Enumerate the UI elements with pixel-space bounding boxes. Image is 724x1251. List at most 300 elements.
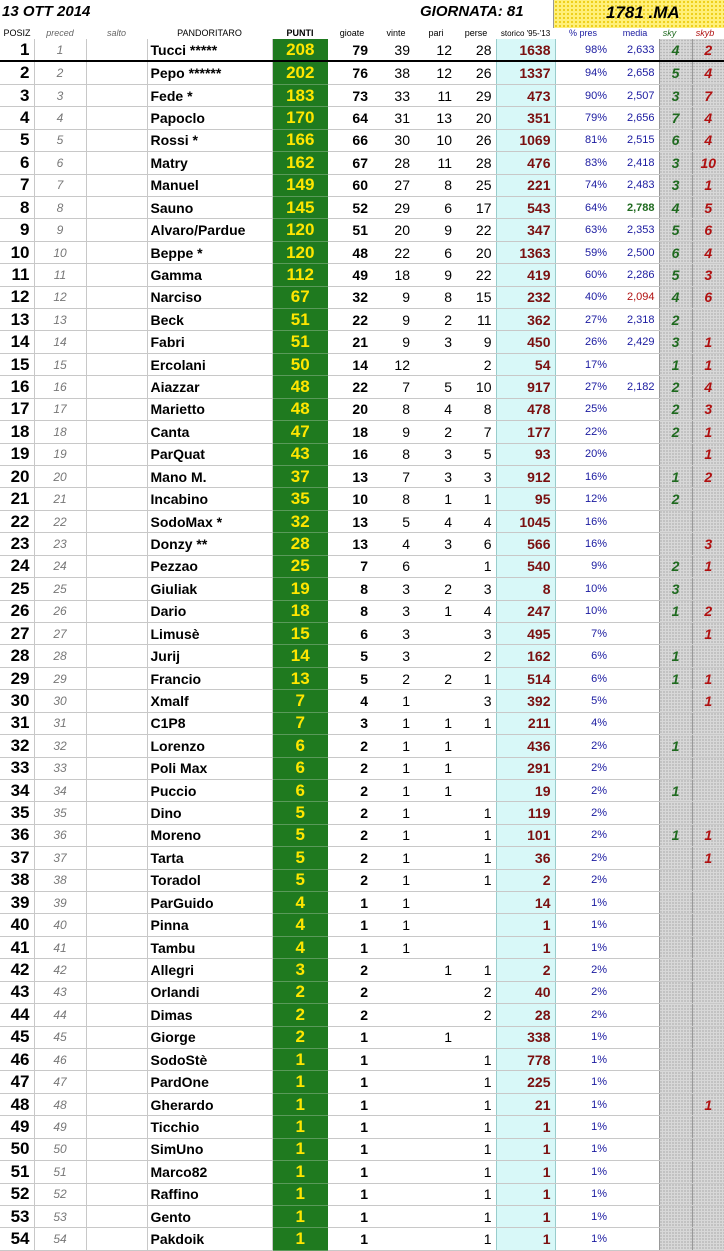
previous-position-cell: 21 (34, 488, 86, 510)
position-cell: 12 (0, 286, 34, 308)
historic-cell: 1 (496, 1228, 555, 1250)
sky-cell: 5 (659, 61, 692, 84)
jump-cell (86, 555, 147, 577)
table-row (0, 533, 724, 555)
average-cell (611, 757, 659, 779)
player-name-cell: SodoMax * (147, 510, 272, 532)
player-name-cell: Allegri (147, 959, 272, 981)
played-cell: 2 (328, 824, 376, 846)
position-cell: 51 (0, 1161, 34, 1183)
jump-cell (86, 1228, 147, 1250)
lost-cell: 15 (456, 286, 496, 308)
table-row (0, 869, 724, 891)
position-cell: 41 (0, 936, 34, 958)
drawn-cell (416, 981, 456, 1003)
previous-position-cell: 7 (34, 174, 86, 196)
previous-position-cell: 37 (34, 847, 86, 869)
previous-position-cell: 1 (34, 39, 86, 61)
jump-cell (86, 219, 147, 241)
played-cell: 22 (328, 376, 376, 398)
drawn-cell (416, 824, 456, 846)
played-cell: 18 (328, 421, 376, 443)
sky-cell: 4 (659, 196, 692, 218)
lost-cell (456, 892, 496, 914)
average-cell: 2,658 (611, 61, 659, 84)
position-cell: 22 (0, 510, 34, 532)
lost-cell: 1 (456, 1161, 496, 1183)
played-cell: 4 (328, 690, 376, 712)
average-cell: 2,656 (611, 107, 659, 129)
average-cell: 2,286 (611, 264, 659, 286)
won-cell: 1 (376, 779, 416, 801)
skyb-cell (692, 1004, 724, 1026)
points-cell: 48 (272, 398, 328, 420)
sky-cell: 7 (659, 107, 692, 129)
lost-cell: 20 (456, 107, 496, 129)
won-cell: 8 (376, 488, 416, 510)
skyb-cell: 4 (692, 129, 724, 151)
table-row (0, 1183, 724, 1205)
jump-cell (86, 779, 147, 801)
lost-cell: 9 (456, 331, 496, 353)
presence-cell: 1% (555, 936, 611, 958)
drawn-cell: 1 (416, 712, 456, 734)
historic-cell: 1337 (496, 61, 555, 84)
table-row (0, 174, 724, 196)
lost-cell: 6 (456, 533, 496, 555)
won-cell: 22 (376, 241, 416, 263)
average-cell (611, 533, 659, 555)
points-cell: 2 (272, 1026, 328, 1048)
historic-cell: 566 (496, 533, 555, 555)
won-cell (376, 959, 416, 981)
position-cell: 6 (0, 152, 34, 174)
drawn-cell: 3 (416, 533, 456, 555)
historic-cell: 95 (496, 488, 555, 510)
historic-cell: 54 (496, 353, 555, 375)
points-cell: 14 (272, 645, 328, 667)
lost-cell: 1 (456, 1116, 496, 1138)
jump-cell (86, 152, 147, 174)
points-cell: 37 (272, 466, 328, 488)
skyb-cell (692, 1116, 724, 1138)
historic-cell: 40 (496, 981, 555, 1003)
points-cell: 2 (272, 1004, 328, 1026)
lost-cell: 1 (456, 959, 496, 981)
won-cell: 7 (376, 376, 416, 398)
player-name-cell: Narciso (147, 286, 272, 308)
player-name-cell: Dimas (147, 1004, 272, 1026)
won-cell: 3 (376, 645, 416, 667)
table-row (0, 84, 724, 106)
won-cell: 1 (376, 824, 416, 846)
historic-cell: 291 (496, 757, 555, 779)
won-cell: 30 (376, 129, 416, 151)
player-name-cell: Gamma (147, 264, 272, 286)
presence-cell: 2% (555, 959, 611, 981)
lost-cell: 11 (456, 309, 496, 331)
points-cell: 1 (272, 1048, 328, 1070)
won-cell (376, 1116, 416, 1138)
played-cell: 1 (328, 1048, 376, 1070)
average-cell (611, 1161, 659, 1183)
player-name-cell: Pepo ****** (147, 61, 272, 84)
player-name-cell: Lorenzo (147, 735, 272, 757)
played-cell: 66 (328, 129, 376, 151)
presence-cell: 6% (555, 645, 611, 667)
previous-position-cell: 15 (34, 353, 86, 375)
table-row (0, 488, 724, 510)
drawn-cell: 1 (416, 1026, 456, 1048)
presence-cell: 1% (555, 1205, 611, 1227)
sky-cell (659, 1205, 692, 1227)
points-cell: 7 (272, 690, 328, 712)
previous-position-cell: 6 (34, 152, 86, 174)
presence-cell: 1% (555, 1138, 611, 1160)
player-name-cell: Gherardo (147, 1093, 272, 1115)
won-cell: 1 (376, 712, 416, 734)
won-cell: 1 (376, 914, 416, 936)
position-cell: 38 (0, 869, 34, 891)
points-cell: 1 (272, 1183, 328, 1205)
average-cell: 2,788 (611, 196, 659, 218)
skyb-cell (692, 735, 724, 757)
player-name-cell: Dario (147, 600, 272, 622)
played-cell: 79 (328, 39, 376, 61)
historic-cell: 1 (496, 914, 555, 936)
lost-cell: 28 (456, 152, 496, 174)
average-cell (611, 443, 659, 465)
sky-cell: 4 (659, 39, 692, 61)
player-name-cell: Fede * (147, 84, 272, 106)
player-name-cell: Canta (147, 421, 272, 443)
player-name-cell: Matry (147, 152, 272, 174)
skyb-cell (692, 488, 724, 510)
skyb-cell (692, 981, 724, 1003)
drawn-cell: 9 (416, 219, 456, 241)
sky-cell (659, 757, 692, 779)
jump-cell (86, 869, 147, 891)
position-cell: 37 (0, 847, 34, 869)
sky-cell: 2 (659, 488, 692, 510)
average-cell (611, 398, 659, 420)
lost-cell: 28 (456, 39, 496, 61)
lost-cell: 22 (456, 219, 496, 241)
table-row (0, 466, 724, 488)
sky-cell (659, 1071, 692, 1093)
skyb-cell (692, 1026, 724, 1048)
points-cell: 170 (272, 107, 328, 129)
previous-position-cell: 9 (34, 219, 86, 241)
jump-cell (86, 847, 147, 869)
position-cell: 1 (0, 39, 34, 61)
won-cell: 1 (376, 802, 416, 824)
player-name-cell: Toradol (147, 869, 272, 891)
previous-position-cell: 45 (34, 1026, 86, 1048)
skyb-cell (692, 578, 724, 600)
table-row (0, 129, 724, 151)
drawn-cell (416, 1138, 456, 1160)
position-cell: 16 (0, 376, 34, 398)
presence-cell: 16% (555, 466, 611, 488)
points-cell: 183 (272, 84, 328, 106)
table-row (0, 264, 724, 286)
position-cell: 25 (0, 578, 34, 600)
previous-position-cell: 42 (34, 959, 86, 981)
sky-cell: 2 (659, 309, 692, 331)
sky-cell (659, 1138, 692, 1160)
skyb-cell: 1 (692, 847, 724, 869)
presence-cell: 2% (555, 847, 611, 869)
lost-cell: 1 (456, 1183, 496, 1205)
average-cell (611, 600, 659, 622)
skyb-cell: 7 (692, 84, 724, 106)
historic-cell: 351 (496, 107, 555, 129)
average-cell (611, 914, 659, 936)
lost-cell: 8 (456, 398, 496, 420)
sky-cell (659, 1048, 692, 1070)
presence-cell: 27% (555, 309, 611, 331)
lost-cell: 3 (456, 690, 496, 712)
played-cell: 2 (328, 802, 376, 824)
header-sky: sky (662, 28, 677, 38)
table-row (0, 914, 724, 936)
historic-cell: 1045 (496, 510, 555, 532)
won-cell: 1 (376, 735, 416, 757)
average-cell: 2,318 (611, 309, 659, 331)
position-cell: 29 (0, 667, 34, 689)
average-cell (611, 645, 659, 667)
sky-cell: 6 (659, 129, 692, 151)
jump-cell (86, 174, 147, 196)
points-cell: 25 (272, 555, 328, 577)
jump-cell (86, 1116, 147, 1138)
historic-cell: 514 (496, 667, 555, 689)
historic-cell: 392 (496, 690, 555, 712)
played-cell: 1 (328, 1183, 376, 1205)
sky-cell (659, 622, 692, 644)
drawn-cell (416, 1205, 456, 1227)
position-cell: 31 (0, 712, 34, 734)
average-cell (611, 1183, 659, 1205)
position-cell: 10 (0, 241, 34, 263)
jump-cell (86, 443, 147, 465)
jump-cell (86, 757, 147, 779)
position-cell: 24 (0, 555, 34, 577)
position-cell: 42 (0, 959, 34, 981)
won-cell: 3 (376, 600, 416, 622)
table-row (0, 1138, 724, 1160)
presence-cell: 1% (555, 1071, 611, 1093)
won-cell: 12 (376, 353, 416, 375)
skyb-cell (692, 712, 724, 734)
skyb-cell (692, 869, 724, 891)
lost-cell: 3 (456, 466, 496, 488)
historic-cell: 2 (496, 959, 555, 981)
header-storico: storico '95-'13 (500, 29, 551, 38)
historic-cell: 1 (496, 1116, 555, 1138)
player-name-cell: ParGuido (147, 892, 272, 914)
points-cell: 18 (272, 600, 328, 622)
presence-cell: 2% (555, 981, 611, 1003)
jump-cell (86, 84, 147, 106)
points-cell: 2 (272, 981, 328, 1003)
jump-cell (86, 802, 147, 824)
historic-cell: 225 (496, 1071, 555, 1093)
historic-cell: 247 (496, 600, 555, 622)
player-name-cell: Xmalf (147, 690, 272, 712)
drawn-cell (416, 1228, 456, 1250)
drawn-cell (416, 936, 456, 958)
points-cell: 145 (272, 196, 328, 218)
lost-cell: 1 (456, 802, 496, 824)
previous-position-cell: 29 (34, 667, 86, 689)
lost-cell: 1 (456, 1138, 496, 1160)
sky-cell: 6 (659, 241, 692, 263)
previous-position-cell: 27 (34, 622, 86, 644)
presence-cell: 26% (555, 331, 611, 353)
played-cell: 67 (328, 152, 376, 174)
played-cell: 3 (328, 712, 376, 734)
sky-cell: 3 (659, 331, 692, 353)
skyb-cell (692, 892, 724, 914)
sky-cell (659, 1093, 692, 1115)
points-cell: 112 (272, 264, 328, 286)
position-cell: 28 (0, 645, 34, 667)
historic-cell: 450 (496, 331, 555, 353)
lost-cell: 2 (456, 353, 496, 375)
jump-cell (86, 107, 147, 129)
points-cell: 202 (272, 61, 328, 84)
skyb-cell (692, 757, 724, 779)
table-row (0, 802, 724, 824)
lost-cell (456, 914, 496, 936)
previous-position-cell: 35 (34, 802, 86, 824)
won-cell: 38 (376, 61, 416, 84)
average-cell (611, 1116, 659, 1138)
sky-cell (659, 443, 692, 465)
presence-cell: 1% (555, 914, 611, 936)
position-cell: 52 (0, 1183, 34, 1205)
lost-cell: 26 (456, 129, 496, 151)
player-name-cell: Orlandi (147, 981, 272, 1003)
presence-cell: 7% (555, 622, 611, 644)
presence-cell: 1% (555, 1026, 611, 1048)
presence-cell: 20% (555, 443, 611, 465)
average-cell: 2,483 (611, 174, 659, 196)
player-name-cell: Tarta (147, 847, 272, 869)
jump-cell (86, 1093, 147, 1115)
player-name-cell: Aiazzar (147, 376, 272, 398)
player-name-cell: C1P8 (147, 712, 272, 734)
historic-cell: 473 (496, 84, 555, 106)
table-row (0, 39, 724, 61)
points-cell: 32 (272, 510, 328, 532)
table-row (0, 892, 724, 914)
played-cell: 1 (328, 914, 376, 936)
historic-cell: 162 (496, 645, 555, 667)
played-cell: 13 (328, 510, 376, 532)
drawn-cell: 2 (416, 421, 456, 443)
player-name-cell: Moreno (147, 824, 272, 846)
header-perse: perse (464, 28, 488, 38)
player-name-cell: Pezzao (147, 555, 272, 577)
played-cell: 2 (328, 779, 376, 801)
drawn-cell: 5 (416, 376, 456, 398)
table-row (0, 578, 724, 600)
presence-cell: 63% (555, 219, 611, 241)
won-cell: 27 (376, 174, 416, 196)
player-name-cell: Poli Max (147, 757, 272, 779)
previous-position-cell: 39 (34, 892, 86, 914)
drawn-cell: 4 (416, 398, 456, 420)
player-name-cell: Manuel (147, 174, 272, 196)
lost-cell: 3 (456, 622, 496, 644)
jump-cell (86, 510, 147, 532)
position-cell: 26 (0, 600, 34, 622)
jump-cell (86, 1004, 147, 1026)
skyb-cell (692, 309, 724, 331)
won-cell (376, 1161, 416, 1183)
header-preced: preced (46, 28, 74, 38)
won-cell (376, 981, 416, 1003)
table-row (0, 1116, 724, 1138)
jump-cell (86, 1138, 147, 1160)
historic-cell: 436 (496, 735, 555, 757)
skyb-cell: 1 (692, 421, 724, 443)
previous-position-cell: 19 (34, 443, 86, 465)
drawn-cell (416, 1071, 456, 1093)
skyb-cell: 1 (692, 555, 724, 577)
played-cell: 2 (328, 847, 376, 869)
skyb-cell: 4 (692, 376, 724, 398)
points-cell: 7 (272, 712, 328, 734)
jump-cell (86, 981, 147, 1003)
position-cell: 36 (0, 824, 34, 846)
position-cell: 46 (0, 1048, 34, 1070)
lost-cell: 1 (456, 1093, 496, 1115)
sky-cell: 5 (659, 219, 692, 241)
position-cell: 48 (0, 1093, 34, 1115)
presence-cell: 2% (555, 779, 611, 801)
won-cell: 33 (376, 84, 416, 106)
skyb-cell: 1 (692, 622, 724, 644)
header-vinte: vinte (386, 28, 406, 38)
skyb-cell: 1 (692, 174, 724, 196)
position-cell: 34 (0, 779, 34, 801)
played-cell: 2 (328, 959, 376, 981)
sky-cell: 1 (659, 824, 692, 846)
played-cell: 60 (328, 174, 376, 196)
previous-position-cell: 8 (34, 196, 86, 218)
table-row (0, 196, 724, 218)
lost-cell: 7 (456, 421, 496, 443)
drawn-cell (416, 1161, 456, 1183)
table-row (0, 735, 724, 757)
played-cell: 2 (328, 757, 376, 779)
drawn-cell: 1 (416, 735, 456, 757)
played-cell: 2 (328, 981, 376, 1003)
previous-position-cell: 44 (34, 1004, 86, 1026)
table-row (0, 421, 724, 443)
drawn-cell: 3 (416, 443, 456, 465)
skyb-cell: 6 (692, 286, 724, 308)
lost-cell: 1 (456, 712, 496, 734)
sky-cell (659, 1026, 692, 1048)
title-bar (0, 0, 724, 28)
previous-position-cell: 23 (34, 533, 86, 555)
jump-cell (86, 241, 147, 263)
